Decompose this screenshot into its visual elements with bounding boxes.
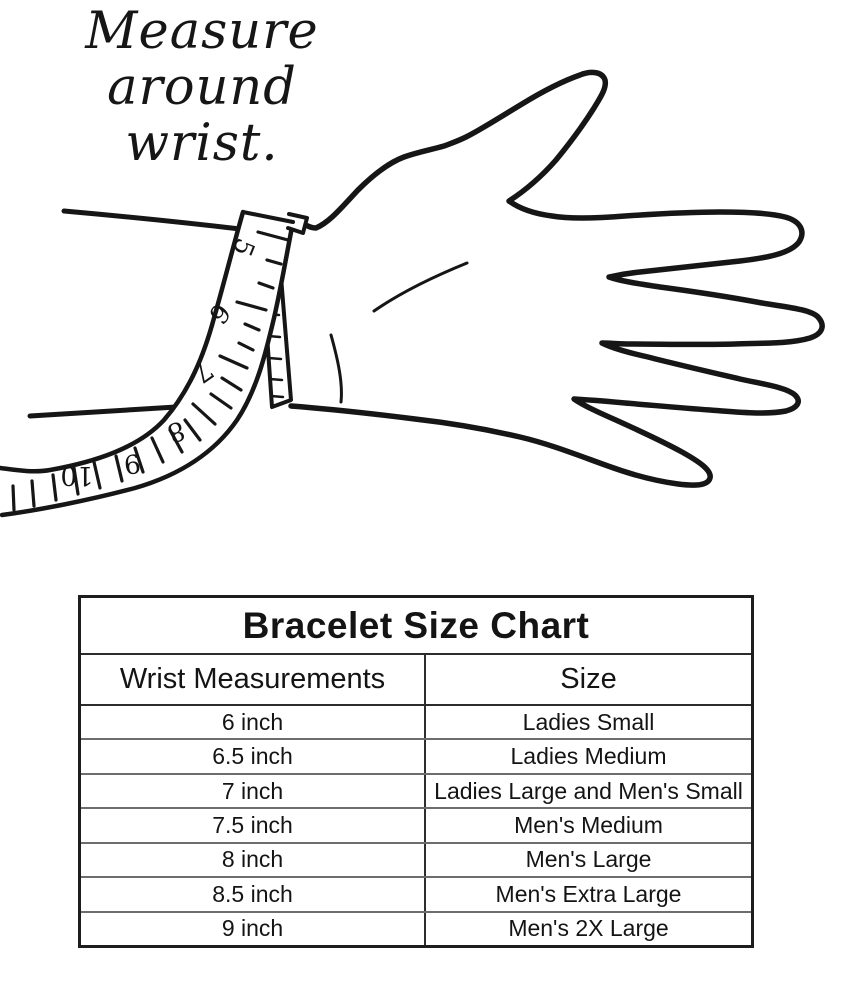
size-cell: Ladies Medium <box>510 743 667 770</box>
caption-line-1: Measure <box>85 2 319 61</box>
measurement-cell: 9 inch <box>81 913 426 945</box>
tape-number-7: 7 <box>187 353 219 389</box>
thumb-heel-crease <box>331 335 341 402</box>
table-row <box>81 878 751 912</box>
size-chart-table <box>78 595 754 948</box>
size-cell: Ladies Large and Men's Small <box>434 777 743 804</box>
measurement-cell: 6.5 inch <box>81 740 426 772</box>
table-row <box>81 775 751 809</box>
palm-crease <box>374 263 467 311</box>
measurement-cell: 7 inch <box>81 775 426 807</box>
hand-outline <box>291 72 822 485</box>
size-cell: Men's Medium <box>514 811 663 838</box>
size-cell: Men's Extra Large <box>495 880 682 907</box>
tape-number-8: 8 <box>163 414 189 448</box>
size-cell: Ladies Small <box>522 708 655 735</box>
measuring-tape <box>0 212 307 515</box>
table-row <box>81 809 751 843</box>
caption-line-3: wrist. <box>125 114 279 173</box>
measurement-cell: 8 inch <box>81 844 426 876</box>
tape-number-5: 5 <box>225 233 261 261</box>
table-header-row <box>81 655 751 706</box>
table-row <box>81 913 751 945</box>
measurement-cell: 7.5 inch <box>81 809 426 841</box>
tape-number-9: 9 <box>121 446 143 480</box>
size-cell: Men's 2X Large <box>508 915 669 942</box>
caption-line-2: around <box>107 58 297 117</box>
table-title: Bracelet Size Chart <box>81 598 751 655</box>
tape-number-6: 6 <box>202 297 236 329</box>
table-row <box>81 740 751 774</box>
table-row <box>81 844 751 878</box>
table-row <box>81 706 751 740</box>
size-cell: Men's Large <box>525 846 652 873</box>
arm-line-top <box>64 211 240 229</box>
tape-number-10: 10 <box>60 460 94 490</box>
measurement-cell: 6 inch <box>81 706 426 738</box>
measurement-cell: 8.5 inch <box>81 878 426 910</box>
column-header-size: Size <box>560 663 617 695</box>
arm-line-bottom <box>30 407 176 416</box>
column-header-wrist-measurements: Wrist Measurements <box>81 655 426 704</box>
